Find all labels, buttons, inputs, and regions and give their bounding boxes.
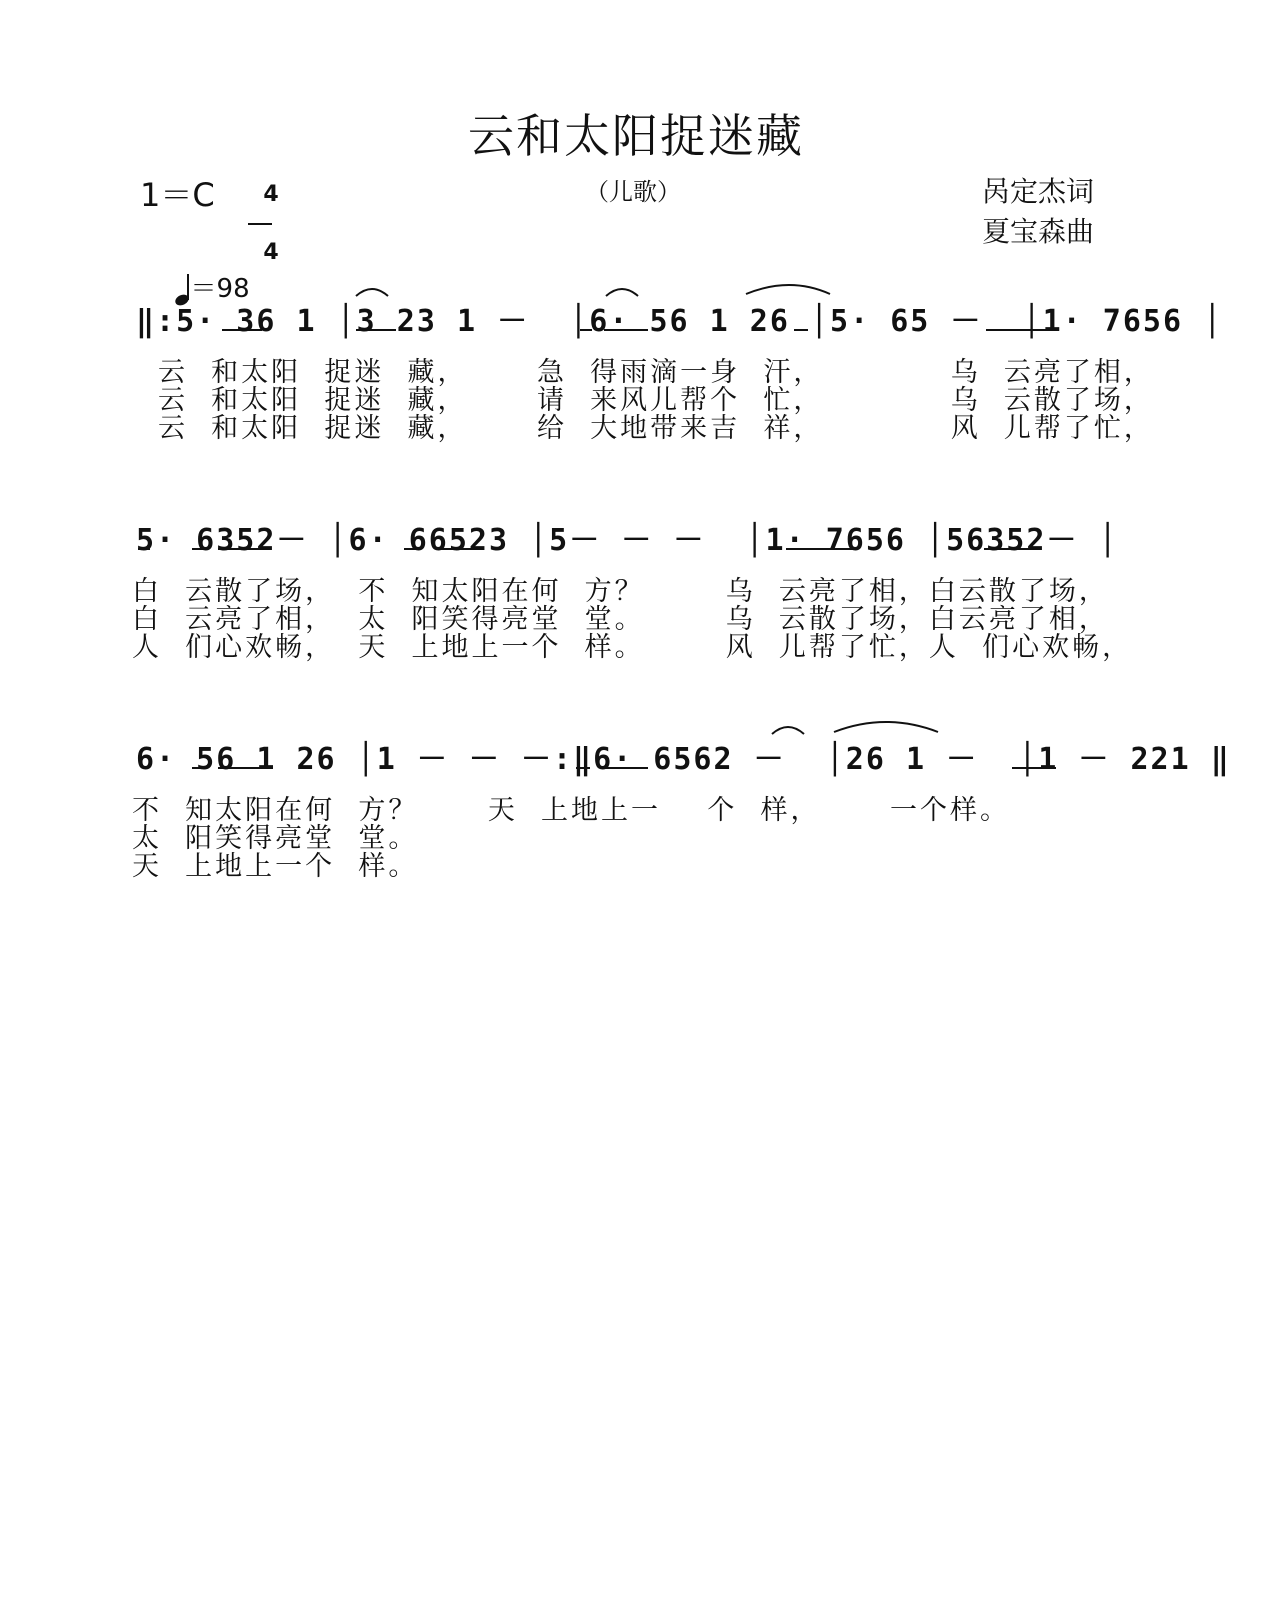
- slur-mark: [746, 285, 830, 294]
- genre-label: （儿歌）: [585, 178, 681, 206]
- song-title: 云和太阳捉迷藏: [468, 109, 804, 163]
- lyrics-line-2-verse-2: 白 云亮了相， 太 阳笑得亮堂 堂。 乌 云散了场，白云亮了相，: [132, 604, 1109, 635]
- time-signature-top: 4: [263, 182, 279, 207]
- slur-mark: [606, 289, 638, 296]
- tempo-value: ＝98: [190, 274, 250, 304]
- notation-line-1: ‖:5· 36 1 │3 23 1 － │6· 56 1 26 │5· 65 － │1· 7656 │: [136, 304, 1224, 339]
- notation-line-2: 5· 6352－ │6· 66523 │5－ － － │1· 7656 │56352－ │: [136, 523, 1119, 558]
- lyrics-line-2-verse-3: 人 们心欢畅， 天 上地上一个 样。 风 儿帮了忙，人 们心欢畅，: [132, 632, 1133, 663]
- lyrics-line-2-verse-1: 白 云散了场， 不 知太阳在何 方？ 乌 云亮了相，白云散了场，: [132, 576, 1109, 607]
- time-signature-bottom: 4: [263, 240, 279, 265]
- lyrics-line-3-verse-2: 太 阳笑得亮堂 堂。: [132, 823, 419, 854]
- lyrics-line-3-verse-3: 天 上地上一个 样。: [132, 851, 419, 882]
- key-signature: 1＝C: [140, 176, 215, 214]
- notation-line-3: 6· 56 1 26 │1 － － －:‖6· 6562 － │26 1 － │1 － 221 ‖: [136, 742, 1231, 777]
- slur-mark: [772, 727, 804, 734]
- lyrics-line-1-verse-3: 云 和太阳 捉迷 藏， 给 大地带来吉 祥， 风 儿帮了忙，: [158, 413, 1154, 444]
- lyrics-line-3-verse-1: 不 知太阳在何 方？ 天 上地上一 个 样， 一个样。: [132, 795, 1010, 826]
- lyrics-line-1-verse-1: 云 和太阳 捉迷 藏， 急 得雨滴一身 汗， 乌 云亮了相，: [158, 357, 1154, 388]
- slur-mark: [356, 289, 388, 296]
- lyrics-line-1-verse-2: 云 和太阳 捉迷 藏， 请 来风儿帮个 忙， 乌 云散了场，: [158, 385, 1154, 416]
- lyricist-credit: 呙定杰词: [981, 175, 1094, 208]
- composer-credit: 夏宝森曲: [981, 215, 1094, 248]
- slur-mark: [834, 722, 938, 732]
